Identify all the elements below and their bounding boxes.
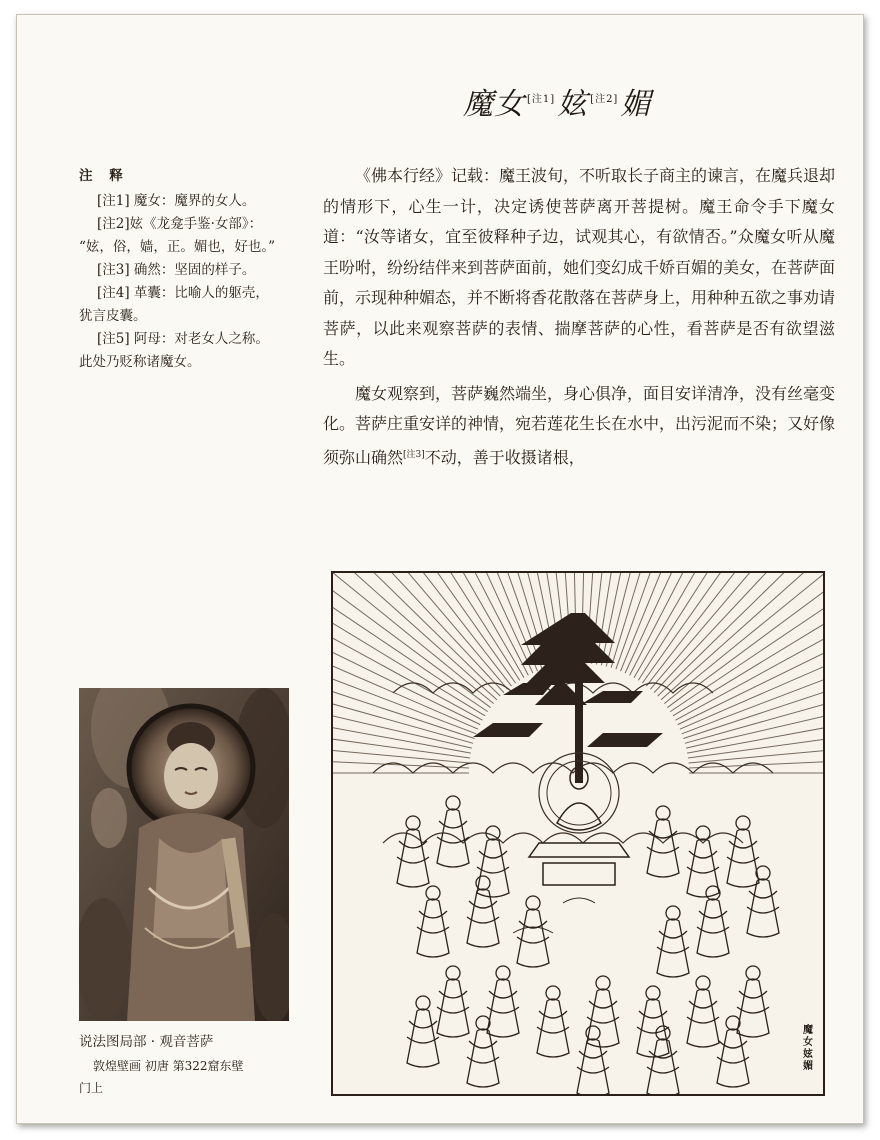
illustration-label: 魔女妶媚 bbox=[803, 1025, 813, 1072]
mural-photo bbox=[79, 688, 289, 1021]
title-part-1: 魔女 bbox=[463, 87, 525, 122]
paragraph-2-text-b: 不动，善于收摄诸根， bbox=[424, 447, 585, 467]
paragraph-1: 《佛本行经》记载：魔王波旬，不听取长子商主的谏言，在魔兵退却的情形下，心生一计，决定诱使菩萨离开菩提树。魔王命令手下魔女道：“汝等诸女，宜至彼释种子边，试观其心，有欲情否。”众魔女听从魔王吩咐，纷纷结伴来到菩萨面前，她们变幻成千娇百媚的美女，在菩萨面前，示现种种媚态，并不断将香花散落在菩萨身上，用种种五欲之事劝请菩萨，以此来观察菩萨的表情、揣摩菩萨的心性，看菩萨是否有欲望滋生。 bbox=[323, 166, 836, 368]
title-note-2: [注2] bbox=[590, 94, 619, 105]
page-title bbox=[463, 79, 763, 123]
photo-caption-source bbox=[79, 1055, 309, 1099]
annotation-line: “妶，俗，嫱，正。媚也，好也。” bbox=[79, 239, 276, 255]
title-part-3: 媚 bbox=[620, 87, 652, 122]
photo-caption-line: 敦煌壁画 初唐 第322窟东壁 bbox=[93, 1059, 244, 1073]
annotations bbox=[79, 165, 305, 374]
woodblock-illustration bbox=[331, 571, 825, 1096]
annotation-line: [注2]妶《龙龛手鉴·女部》： bbox=[97, 216, 263, 232]
photo-caption-line: 门上 bbox=[79, 1081, 104, 1095]
title-note-1: [注1] bbox=[527, 94, 556, 105]
paragraph-2-note: [注3] bbox=[403, 449, 425, 460]
paragraph-2-text-a: 魔女观察到，菩萨巍然端坐，身心俱净，面目安详清净，没有丝毫变化。菩萨庄重安详的神情，宛若莲花生长在水中，出污泥而不染；又好像须弥山确然 bbox=[323, 383, 836, 467]
annotation-line: [注4] 革囊：比喻人的躯壳， bbox=[97, 285, 269, 301]
annotation-line: [注5] 阿母：对老女人之称。 bbox=[97, 331, 269, 347]
annotation-line: 此处乃贬称诸魔女。 bbox=[79, 354, 201, 370]
annotation-line: [注1] 魔女：魔界的女人。 bbox=[97, 193, 256, 209]
photo-caption-title: 说法图局部 · 观音菩萨 bbox=[79, 1034, 214, 1050]
buddha-temptation-drawing bbox=[333, 573, 823, 1094]
guanyin-mural-image bbox=[79, 688, 289, 1021]
title-part-2: 妶 bbox=[557, 87, 589, 122]
book-page bbox=[16, 14, 864, 1124]
annotation-line: [注3] 确然：坚固的样子。 bbox=[97, 262, 256, 278]
annotation-line: 犹言皮囊。 bbox=[79, 308, 147, 324]
annotations-heading: 注 释 bbox=[79, 168, 129, 184]
paragraph-2 bbox=[323, 379, 835, 474]
main-text bbox=[323, 161, 835, 477]
